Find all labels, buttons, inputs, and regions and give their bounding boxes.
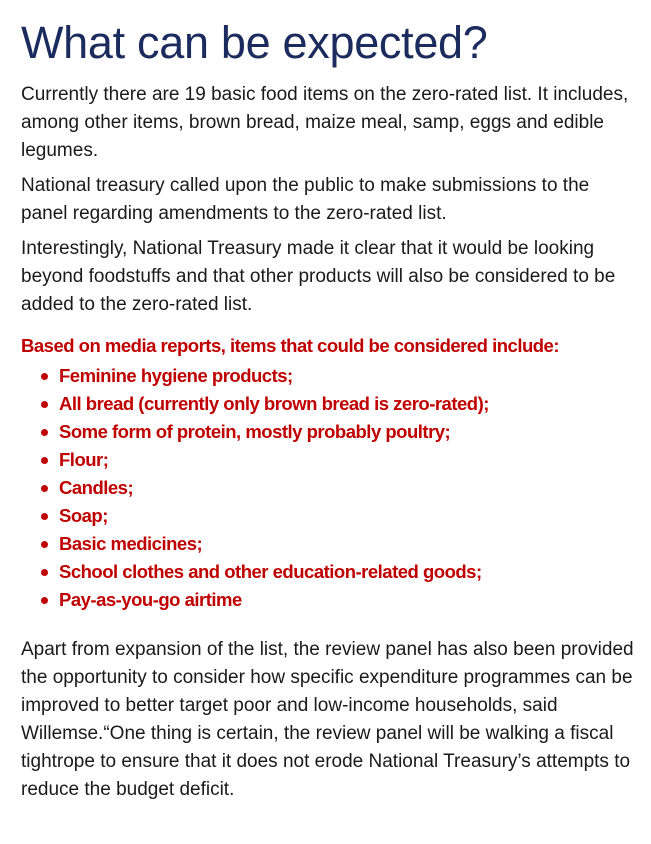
bullet-icon	[41, 457, 48, 464]
bullet-icon	[41, 597, 48, 604]
list-item	[21, 362, 636, 390]
list-item	[21, 390, 636, 418]
bullet-icon	[41, 541, 48, 548]
bullet-icon	[41, 401, 48, 408]
list-item-text: Some form of protein, mostly probably poultry;	[59, 421, 451, 442]
list-item-text: Soap;	[59, 505, 108, 526]
list-item	[21, 502, 636, 530]
page-title: What can be expected?	[21, 17, 488, 68]
submissions-paragraph: National treasury called upon the public to make submissions to the panel regarding amendments to the zero-rated list.	[21, 175, 590, 224]
bullet-icon	[41, 513, 48, 520]
list-intro: Based on media reports, items that could be considered include:	[21, 335, 560, 356]
list-item-text: Candles;	[59, 477, 134, 498]
list-item-text: Flour;	[59, 449, 109, 470]
list-item	[21, 474, 636, 502]
list-item	[21, 558, 636, 586]
list-item-text: All bread (currently only brown bread is zero-rated);	[59, 393, 489, 414]
list-item-text: Feminine hygiene products;	[59, 365, 293, 386]
bullet-icon	[41, 373, 48, 380]
list-item-text: Pay-as-you-go airtime	[59, 589, 242, 610]
intro-paragraph: Currently there are 19 basic food items on the zero-rated list. It includes, among other items, brown bread, maize meal, samp, eggs and edible legumes.	[21, 84, 629, 161]
considered-items-list	[21, 362, 636, 614]
list-item-text: School clothes and other education-related goods;	[59, 561, 482, 582]
list-item	[21, 418, 636, 446]
list-item	[21, 446, 636, 474]
bullet-icon	[41, 569, 48, 576]
beyond-foodstuffs-paragraph: Interestingly, National Treasury made it clear that it would be looking beyond foodstuffs and that other products will also be considered to be added to the zero-rated list.	[21, 238, 616, 315]
list-item-text: Basic medicines;	[59, 533, 203, 554]
list-item	[21, 586, 636, 614]
bullet-icon	[41, 485, 48, 492]
bullet-icon	[41, 429, 48, 436]
review-panel-paragraph: Apart from expansion of the list, the review panel has also been provided the opportunity to consider how specific expenditure programmes can be improved to better target poor and low-income households, said Willemse.“One thing is certain, the review panel will be walking a fiscal tightrope to ensure that it does not erode National Treasury’s attempts to reduce the budget deficit.	[21, 639, 634, 800]
document-page	[21, 16, 636, 804]
list-item	[21, 530, 636, 558]
